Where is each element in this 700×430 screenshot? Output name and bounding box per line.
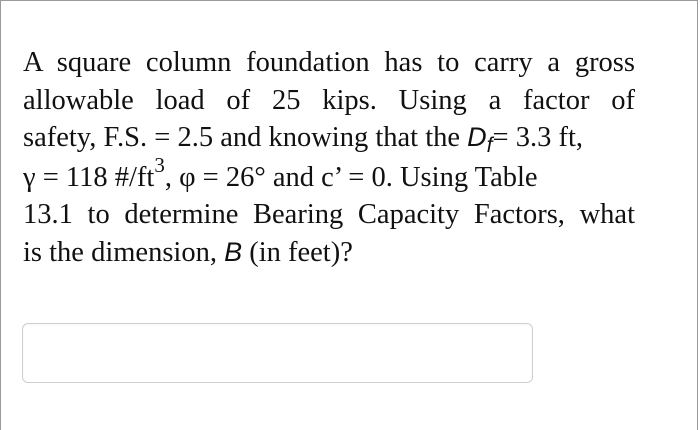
question-line-3 [23, 119, 635, 159]
df-value: = 3.3 ft, [492, 122, 583, 153]
question-line-4 [23, 153, 635, 197]
unit-weight-text: γ = 118 #/ft [23, 161, 155, 193]
question-line-2: allowable load of 25 kips. Using a factor of [23, 84, 635, 116]
answer-input[interactable] [22, 323, 533, 383]
question-line-6 [23, 234, 635, 272]
question-line-6-end: (in feet)? [242, 236, 353, 268]
question-line-1: A square column foundation has to carry a gross [23, 47, 635, 78]
cubic-superscript: 3 [154, 153, 165, 177]
friction-angle-text: , φ = 26° and c’ = 0. Using Table [164, 161, 538, 193]
df-symbol: D [467, 122, 487, 152]
question-line-3-text: safety, F.S. = 2.5 and knowing that the [23, 122, 468, 153]
question-text [23, 44, 635, 271]
question-line-6-text: is the dimension, [23, 236, 225, 268]
df-subscript: f [486, 134, 493, 157]
question-line-5: 13.1 to determine Bearing Capacity Factors, what [23, 199, 635, 230]
b-symbol: B [224, 236, 243, 267]
